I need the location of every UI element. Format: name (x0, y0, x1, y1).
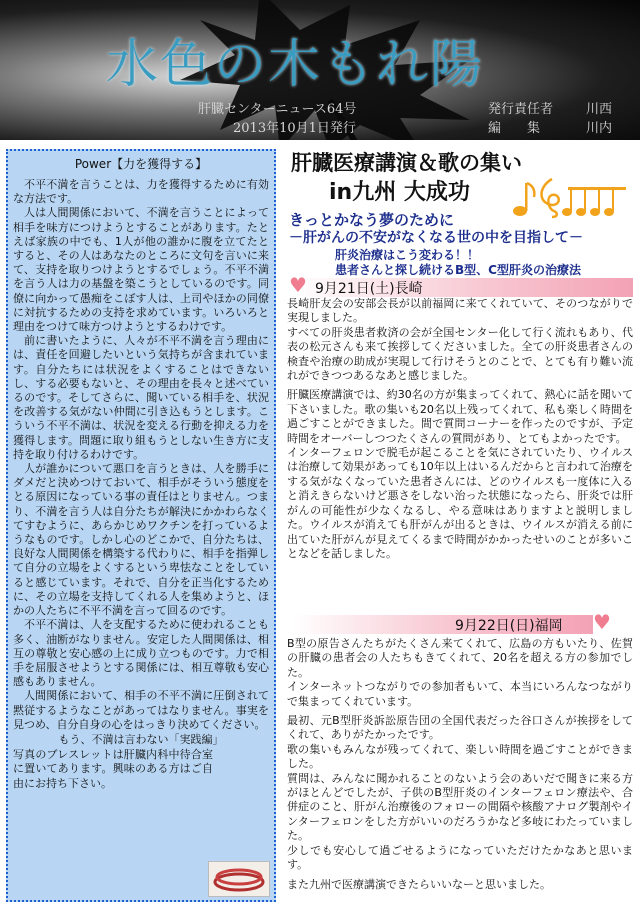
publisher-label: 発行責任者 (488, 102, 554, 117)
subheadline-dream: きっとかなう夢のために (289, 211, 455, 229)
publisher-name: 川西 (586, 102, 613, 117)
report-paragraph: 最初、元B型肝炎訴訟原告団の全国代表だった谷口さんが挨拶をしてくれて、ありがたかったです。 (287, 714, 633, 742)
bracelet-note: 写真のブレスレットは肝臓内科中待合室に置いてあります。興味のある方はご自由にお持ち下さい。 (13, 748, 213, 790)
headline: 肝臓医療講演＆歌の集い (291, 151, 522, 175)
editor-label: 編 集 (488, 121, 541, 136)
editor-name: 川内 (586, 121, 613, 136)
event-date-nagasaki: 9月21日(土)長崎 (315, 281, 423, 297)
report-paragraph: 長崎肝友会の安部会長が以前福岡に来てくれていて、そのつながりで実現しました。 (287, 297, 633, 325)
column-paragraph: 不平不満は、人を支配するために使われることも多く、油断がなりません。安定した人間関係は、相互の尊敬と安心感の上に成り立つものです。力で相手を屈服させようとする関係には、相互尊敬も安心感もありません。 (13, 618, 269, 689)
music-notes-icon (508, 173, 628, 219)
report-paragraph: また九州で医療講演できたらいいなーと思いました。 (287, 877, 551, 891)
event-date-fukuoka: 9月22日(日)福岡 (455, 618, 563, 634)
column-paragraph: 人が誰かについて悪口を言うときは、人を勝手にダメだと決めつけておいて、相手がそういう態度をとる原因になっている事の責任はとりません。つまり、不満を言う人は自分たちが解決にかかわらなくてすむように、あらかじめワクチンを打っているようなものです。しかし心のどこかで、自分たちは、良好な人間関係を構築する代わりに、相手を指弾して自分の立場をよくするという卑怯なことをしていると感じています。それで、自分を正当化するために、その立場を支持してくれる人を集めようと、ほかの人たちに不平不満を言って回るのです。 (13, 462, 269, 618)
masthead-banner (0, 0, 640, 140)
report-paragraph: インターネットつながりでの参加者もいて、本当にいろんなつながりで集まってくれています。 (287, 680, 633, 708)
headline-success: in九州 大成功 (329, 180, 470, 205)
heart-icon: ♥ (593, 610, 611, 634)
report-paragraph: 肝臓医療講演では、約30名の方が集まってくれて、熱心に話を聞いて下さいました。歌の集いも20名以上残ってくれて、私も楽しく時間を過ごすことができました。間で質問コーナーを作ったのですが、予定時間をオーバーしつつたくさんの質問があり、とてもよかったです。 (287, 388, 633, 445)
report-paragraph: 歌の集いもみんなが残ってくれて、楽しい時間を過ごすことができました。 (287, 742, 633, 771)
report-paragraph: 質問は、みんなに聞かれることのないよう会のあいだで聞きに来る方がほとんどでしたが、子供のB型肝炎のインターフェロン療法や、合併症のこと、肝がん治療後のフォローの間隔や核酸アナログ製剤やインターフェロンをした方がいいのだろうかなど多岐にわたっていました。 (287, 771, 633, 843)
column-paragraph: 前に書いたように、人々が不平不満を言う理由には、責任を回避したいという気持ちが含まれています。自分たちには状況をよくすることはできないし、する必要もないと、その理由を長々と述べているのです。そしてさらに、聞いている相手を、状況を改善する気がない仲間に引き込もうとします。こういう不平不満は、状況を変える行動を抑える力を獲得します。問題に取り組もうとしない生き方に支持を取り付けるわけです。 (13, 334, 269, 461)
subheadline-treatment: 肝炎治療はこう変わる！！ (335, 248, 480, 262)
bracelet-icon (209, 862, 269, 896)
column-paragraph: 人は人間関係において、不満を言うことによって相手を味方につけようとすることがあります。たとえば家族の中でも、1人が他の誰かに腹を立てたとすると、その人はあなたのところに文句を言いに来て、支持を取りつけようとするでしょう。不平不満を言う人は力の基盤を築こうとしているのです。同僚に向かって愚痴をこぼす人は、上司やほかの同僚に対抗するための支持を求めています。いろいろと理由をつけて味方つけようとするわけです。 (13, 206, 269, 334)
column-paragraph: 人間関係において、相手の不平不満に圧倒されて黙従するようなことがあってはなりません。事実を見つめ、自分自身の心をはっきり決めてください。 (13, 689, 269, 731)
issue-date: 2013年10月1日発行 (233, 121, 356, 136)
bracelet-photo (208, 861, 270, 897)
event-report-column (283, 147, 636, 907)
report-paragraph: 少しでも安心して過ごせるようになっていただけたかなあと思います。 (287, 843, 633, 872)
subheadline-hepatitis: 患者さんと探し続けるB型、C型肝炎の治療法 (335, 263, 581, 277)
column-heading: Power【力を獲得する】 (74, 157, 208, 171)
report-paragraph: インターフェロンで脱毛が起こることを気にされていたり、ウイルスは治療して効果があっても10年以上はいるんだからと言われて治療をする気がなくなっていた患者さんには、どのウイルスも一度体に入ると消えきらないけど悪さをしない治った状態になったら、肝炎では肝がんの可能性が少なくなるし、やる意味はありますよと説明しました。ウイルスが消えても肝がんが出るときは、ウイルスが消える前に出ていた肝がんが見えてくるまで時間がかかったせいのことが多いことなどを話しました。 (287, 446, 633, 560)
nagasaki-report (287, 297, 633, 561)
newsletter-issue: 肝臓センターニュース64号 (198, 102, 357, 117)
practical-line: もう、不満は言わない「実践編」 (58, 732, 224, 746)
power-column (6, 149, 276, 902)
column-paragraph: 不平不満を言うことは、力を獲得するために有効な方法です。 (13, 178, 269, 206)
fukuoka-report (287, 637, 633, 892)
report-paragraph: B型の原告さんたちがたくさん来てくれて、広島の方もいたり、佐賀の肝臓の患者会の人たちもきてくれて、20名を超える方の参加でした。 (287, 637, 633, 679)
heart-icon: ♥ (289, 273, 307, 297)
report-paragraph: すべての肝炎患者救済の会が全国センター化して行く流れもあり、代表の松元さんも来て挨拶してくださいました。全ての肝炎患者さんの検査や治療の助成が実現して行けそうとのことで、とても有り難い流れができつつあるなあと感じました。 (287, 325, 633, 383)
subheadline-goal: －肝がんの不安がなくなる世の中を目指して－ (289, 230, 583, 246)
newsletter-title: 水色の木もれ陽 (106, 35, 485, 95)
